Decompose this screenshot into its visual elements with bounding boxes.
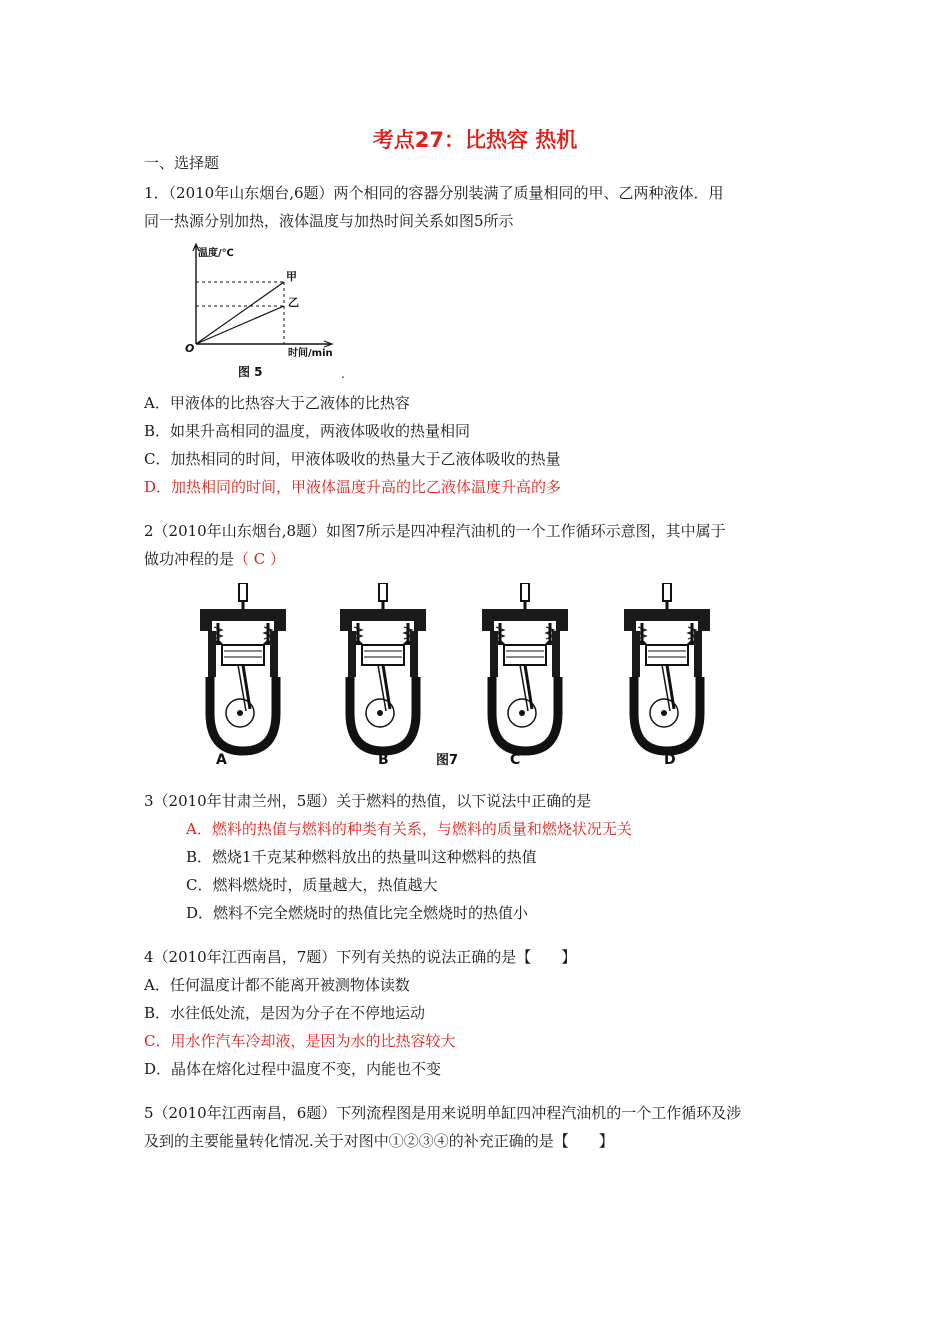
q4-option-a: A．任何温度计都不能离开被测物体读数 [144, 976, 410, 994]
engine-d-drawing [624, 583, 710, 751]
q5-stem-line1: 5（2010年江西南昌，6题）下列流程图是用来说明单缸四冲程汽油机的一个工作循环及涉 [144, 1104, 742, 1122]
q2-stem-prefix: 做功冲程的是 [144, 550, 235, 568]
q2-stem-line2 [144, 549, 285, 569]
figure-7-label-a: A [216, 752, 227, 768]
engine-b-drawing [340, 583, 426, 751]
figure-7-label-b: B [378, 752, 389, 768]
figure-5-temperature-time-graph [178, 238, 358, 388]
figure-5-series-yi: 乙 [288, 296, 299, 309]
q4-option-c-correct: C．用水作汽车冷却液，是因为水的比热容较大 [144, 1032, 456, 1050]
q3-option-c: C．燃料燃烧时，质量越大，热值越大 [186, 876, 438, 894]
figure-5-origin: O [185, 342, 195, 355]
q3-stem: 3（2010年甘肃兰州，5题）关于燃料的热值，以下说法中正确的是 [144, 792, 592, 810]
q1-option-c: C．加热相同的时间，甲液体吸收的热量大于乙液体吸收的热量 [144, 450, 561, 468]
figure-5-ylabel: 温度/℃ [198, 248, 234, 259]
q3-option-b: B．燃烧1千克某种燃料放出的热量叫这种燃料的热值 [186, 848, 537, 866]
q4-stem: 4（2010年江西南昌，7题）下列有关热的说法正确的是【 】 [144, 948, 577, 966]
q4-option-d: D．晶体在熔化过程中温度不变，内能也不变 [144, 1060, 442, 1078]
figure-5-caption: 图 5 [238, 365, 263, 379]
q2-stem-line1: 2（2010年山东烟台,8题）如图7所示是四冲程汽油机的一个工作循环示意图，其中属于 [144, 522, 726, 540]
figure-5-xlabel: 时间/min [288, 348, 333, 359]
q3-option-a-correct: A．燃料的热值与燃料的种类有关系，与燃料的质量和燃烧状况无关 [186, 820, 632, 838]
figure-5-dot: . [341, 367, 345, 381]
figure-7-label-d: D [664, 752, 676, 768]
q2-answer: （ C ） [234, 550, 286, 568]
q1-option-b: B．如果升高相同的温度，两液体吸收的热量相同 [144, 422, 471, 440]
section-heading: 一、选择题 [144, 154, 220, 172]
q5-stem-line2: 及到的主要能量转化情况.关于对图中①②③④的补充正确的是【 】 [144, 1132, 614, 1150]
q1-stem-line1: 1．（2010年山东烟台,6题）两个相同的容器分别装满了质量相同的甲、乙两种液体．用 [144, 184, 724, 202]
q1-option-d-correct: D．加热相同的时间，甲液体温度升高的比乙液体温度升高的多 [144, 478, 562, 496]
page-title: 考点27：比热容 热机 [372, 128, 578, 152]
engine-c-drawing [482, 583, 568, 751]
q1-stem-line2: 同一热源分别加热，液体温度与加热时间关系如图5所示 [144, 212, 514, 230]
q1-option-a: A．甲液体的比热容大于乙液体的比热容 [144, 394, 410, 412]
q3-option-d: D．燃料不完全燃烧时的热值比完全燃烧时的热值小 [186, 904, 529, 922]
figure-5-series-jia: 甲 [286, 270, 297, 283]
figure-7-engine-strokes [180, 583, 740, 778]
engine-a-drawing [200, 583, 286, 751]
figure-7-label-c: C [510, 752, 521, 768]
figure-7-caption: 图7 [436, 753, 459, 768]
q4-option-b: B．水往低处流，是因为分子在不停地运动 [144, 1004, 426, 1022]
